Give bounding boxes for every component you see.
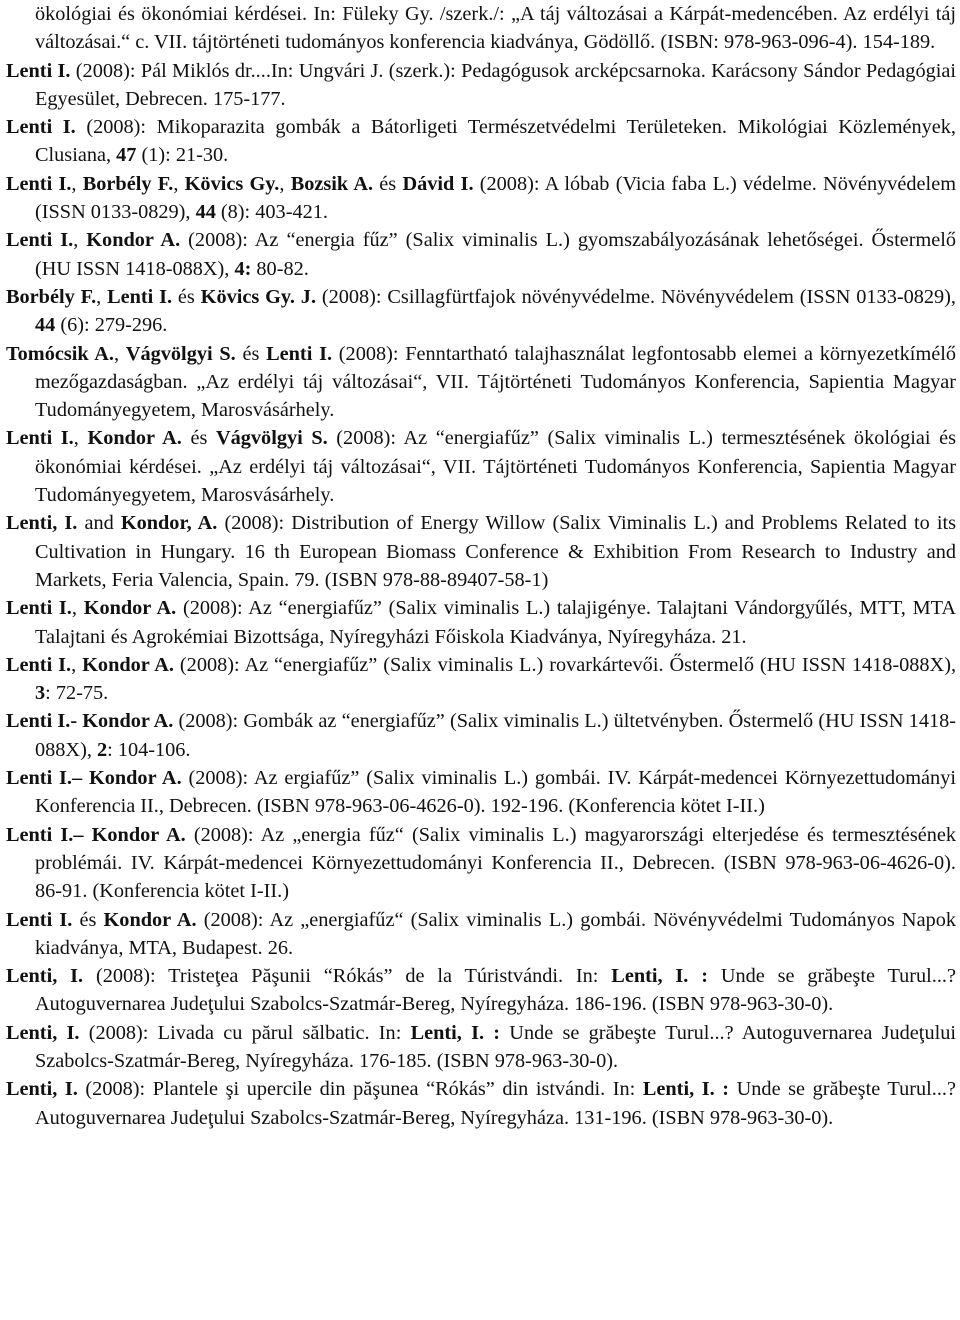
reference-text: és [72, 908, 104, 931]
author-or-volume-bold: Lenti, I. [6, 1021, 80, 1044]
author-or-volume-bold: Tomócsik A. [6, 342, 115, 365]
reference-entry [6, 113, 956, 170]
author-or-volume-bold: 4: [234, 257, 252, 280]
reference-text: , [279, 172, 291, 195]
reference-entry [6, 340, 956, 425]
reference-text: , [71, 597, 84, 620]
reference-text: , [96, 285, 108, 308]
reference-text: (2008): Az “energiafűz” (Salix viminalis L.) rovarkártevői. Őstermelő (HU ISSN 1418-088X), [173, 653, 957, 676]
reference-text: (2008): Az “energia fűz” (Salix viminalis L.) gyomszabályozásának lehetőségei. Őstermelő (HU ISSN 1418-088X), [35, 229, 957, 280]
reference-list [6, 0, 956, 1132]
reference-text: , [73, 229, 87, 252]
author-or-volume-bold: Lenti I. [6, 427, 74, 450]
reference-text: Unde se grăbeşte Turul...? Autoguvernarea Judeţului Szabolcs-Szatmár-Bereg, Nyíregyháza. 131-196. (ISBN 978-963-30-0). [35, 1078, 956, 1129]
reference-entry [6, 764, 956, 821]
author-or-volume-bold: Lenti I.– Kondor A. [6, 767, 182, 790]
reference-text: (2008): A lóbab (Vicia faba L.) védelme. Növényvédelem (ISSN 0133-0829), [35, 172, 956, 224]
author-or-volume-bold: Dávid I. [402, 172, 474, 195]
author-or-volume-bold: Lenti, I. : [642, 1078, 730, 1101]
reference-text: 80-82. [251, 257, 309, 280]
reference-text: (2008): Tristeţea Păşunii “Rókás” de la Túristvándi. In: [83, 965, 612, 988]
reference-text: : 72-75. [45, 682, 109, 705]
author-or-volume-bold: Lenti, I. : [611, 965, 708, 988]
author-or-volume-bold: Borbély F. [82, 172, 174, 195]
reference-entry-continuation [6, 0, 956, 57]
reference-text: , [73, 427, 88, 450]
reference-entry [6, 170, 956, 227]
reference-text: ökológiai és ökonómiai kérdései. In: Füleky Gy. /szerk./: „A táj változásai a Kárpát-medencében. Az erdélyi táj változásai.“ c. VII. tájtörténeti tudományos konferencia kiadványa, Gödöllő. (ISBN: 978-963-096-4). 154-189. [35, 3, 956, 54]
author-or-volume-bold: Kondor, A. [120, 512, 218, 535]
reference-text: (2008): Az “energiafűz” (Salix viminalis L.) termesztésének ökológiai és ökonómiai kérdései. „Az erdélyi táj változásai“, VII. Tájtörténeti Tudományos Konferencia, Sapientia Magyar Tudományegyetem, Marosvásárhely. [35, 427, 957, 507]
author-or-volume-bold: 44 [35, 314, 56, 337]
author-or-volume-bold: Kondor A. [82, 653, 174, 676]
reference-text: , [71, 653, 83, 676]
author-or-volume-bold: Lenti I. [107, 285, 173, 308]
author-or-volume-bold: Lenti I. [6, 653, 72, 676]
reference-text: (2008): Mikoparazita gombák a Bátorligeti Természetvédelmi Területeken. Mikológiai Közlemények, Clusiana, [35, 116, 957, 167]
author-or-volume-bold: Lenti I. [6, 597, 72, 620]
author-or-volume-bold: Lenti I. [6, 59, 71, 82]
reference-entry [6, 424, 956, 509]
author-or-volume-bold: Lenti, I. : [410, 1021, 501, 1044]
reference-entry [6, 226, 956, 283]
reference-entry [6, 707, 956, 764]
author-or-volume-bold: Lenti I. [6, 229, 74, 252]
author-or-volume-bold: 2 [96, 738, 108, 761]
reference-text: (2008): Az ergiafűz” (Salix viminalis L.) gombái. IV. Kárpát-medencei Környezettudományi Konferencia II., Debrecen. (ISBN 978-963-06-4626-0). 192-196. (Konferencia kötet I-II.) [35, 767, 956, 818]
reference-text: (2008): Distribution of Energy Willow (Salix Viminalis L.) and Problems Related to its Cultivation in Hungary. 16 th European Biomass Conference & Exhibition From Research to Industry and Markets, Feria Valencia, Spain. 79. (ISBN 978-88-89407-58-1) [35, 512, 956, 591]
reference-text: Unde se grăbeşte Turul...? Autoguvernarea Judeţului Szabolcs-Szatmár-Bereg, Nyíregyháza. 186-196. (ISBN 978-963-30-0). [35, 965, 956, 1016]
author-or-volume-bold: Bozsik A. [290, 172, 374, 195]
author-or-volume-bold: Lenti, I. [6, 512, 78, 535]
author-or-volume-bold: 3 [35, 682, 46, 705]
reference-text: and [77, 512, 121, 535]
reference-text: (2008): Az „energiafűz“ (Salix viminalis L.) gombái. Növényvédelmi Tudományos Napok kiadványa, MTA, Budapest. 26. [35, 908, 957, 959]
reference-text: (1): 21-30. [136, 144, 229, 167]
reference-text: (8): 403-421. [215, 201, 328, 224]
reference-entry [6, 283, 956, 340]
reference-text: és [172, 285, 201, 308]
author-or-volume-bold: Vágvölgyi S. [125, 342, 236, 365]
author-or-volume-bold: Lenti I. [6, 172, 72, 195]
reference-text: és [373, 172, 403, 195]
author-or-volume-bold: Vágvölgyi S. [215, 427, 328, 450]
author-or-volume-bold: Borbély F. [6, 285, 97, 308]
author-or-volume-bold: 47 [116, 144, 137, 167]
reference-text: (6): 279-296. [55, 314, 168, 337]
author-or-volume-bold: Lenti I. [6, 116, 76, 139]
author-or-volume-bold: Lenti I.– Kondor A. [6, 823, 186, 846]
reference-text: (2008): Az „energia fűz“ (Salix viminalis L.) magyarországi elterjedése és termesztésének problémái. IV. Kárpát-medencei Környezettudományi Konferencia II., Debrecen. (ISBN 978-963-06-4626-0). 86-91. (Konferencia kötet I-II.) [35, 823, 956, 903]
reference-entry [6, 1075, 956, 1132]
author-or-volume-bold: Lenti I.- Kondor A. [6, 710, 174, 733]
reference-text: (2008): Plantele şi upercile din păşunea “Rókás” din istvándi. In: [77, 1078, 643, 1101]
reference-text: (2008): Fenntartható talajhasználat legfontosabb elemei a környezetkímélő mezőgazdaságban. „Az erdélyi táj változásai“, VII. Tájtörténeti Tudományos Konferencia, Sapientia Magyar Tudományegyetem, Marosvásárhely. [35, 342, 956, 422]
reference-text: (2008): Az “energiafűz” (Salix viminalis L.) talajigénye. Talajtani Vándorgyűlés, MTT, MTA Talajtani és Agrokémiai Bizottsága, Nyíregyházi Főiskola Kiadványa, Nyíregyháza. 21. [35, 597, 957, 648]
author-or-volume-bold: Kondor A. [83, 597, 177, 620]
reference-text: (2008): Csillagfürtfajok növényvédelme. Növényvédelem (ISSN 0133-0829), [316, 285, 956, 308]
reference-text: : 104-106. [107, 738, 191, 761]
reference-text: (2008): Livada cu părul sălbatic. In: [79, 1021, 411, 1044]
author-or-volume-bold: Kövics Gy. J. [200, 285, 317, 308]
author-or-volume-bold: Kondor A. [87, 427, 182, 450]
reference-entry [6, 1019, 956, 1076]
reference-text: , [71, 172, 83, 195]
author-or-volume-bold: Lenti, I. [6, 965, 84, 988]
reference-entry [6, 821, 956, 906]
reference-text: Unde se grăbeşte Turul...? Autoguvernarea Judeţului Szabolcs-Szatmár-Bereg, Nyíregyháza. 176-185. (ISBN 978-963-30-0). [35, 1021, 956, 1072]
author-or-volume-bold: 44 [195, 201, 216, 224]
reference-text: (2008): Pál Miklós dr....In: Ungvári J. (szerk.): Pedagógusok arcképcsarnoka. Karácsony Sándor Pedagógiai Egyesület, Debrecen. 175-177. [35, 59, 957, 110]
author-or-volume-bold: Kövics Gy. [184, 172, 280, 195]
reference-text: (2008): Gombák az “energiafűz” (Salix viminalis L.) ültetvényben. Őstermelő (HU ISSN 1418-088X), [35, 710, 956, 761]
reference-text: , [114, 342, 126, 365]
author-or-volume-bold: Lenti I. [6, 908, 73, 931]
reference-entry [6, 509, 956, 594]
author-or-volume-bold: Kondor A. [86, 229, 181, 252]
reference-entry [6, 651, 956, 708]
reference-entry [6, 906, 956, 963]
reference-entry [6, 962, 956, 1019]
reference-text: és [235, 342, 267, 365]
reference-entry [6, 594, 956, 651]
reference-entry [6, 57, 956, 114]
reference-text: , [173, 172, 185, 195]
author-or-volume-bold: Kondor A. [103, 908, 197, 931]
reference-text: és [181, 427, 216, 450]
author-or-volume-bold: Lenti, I. [6, 1078, 78, 1101]
author-or-volume-bold: Lenti I. [266, 342, 333, 365]
